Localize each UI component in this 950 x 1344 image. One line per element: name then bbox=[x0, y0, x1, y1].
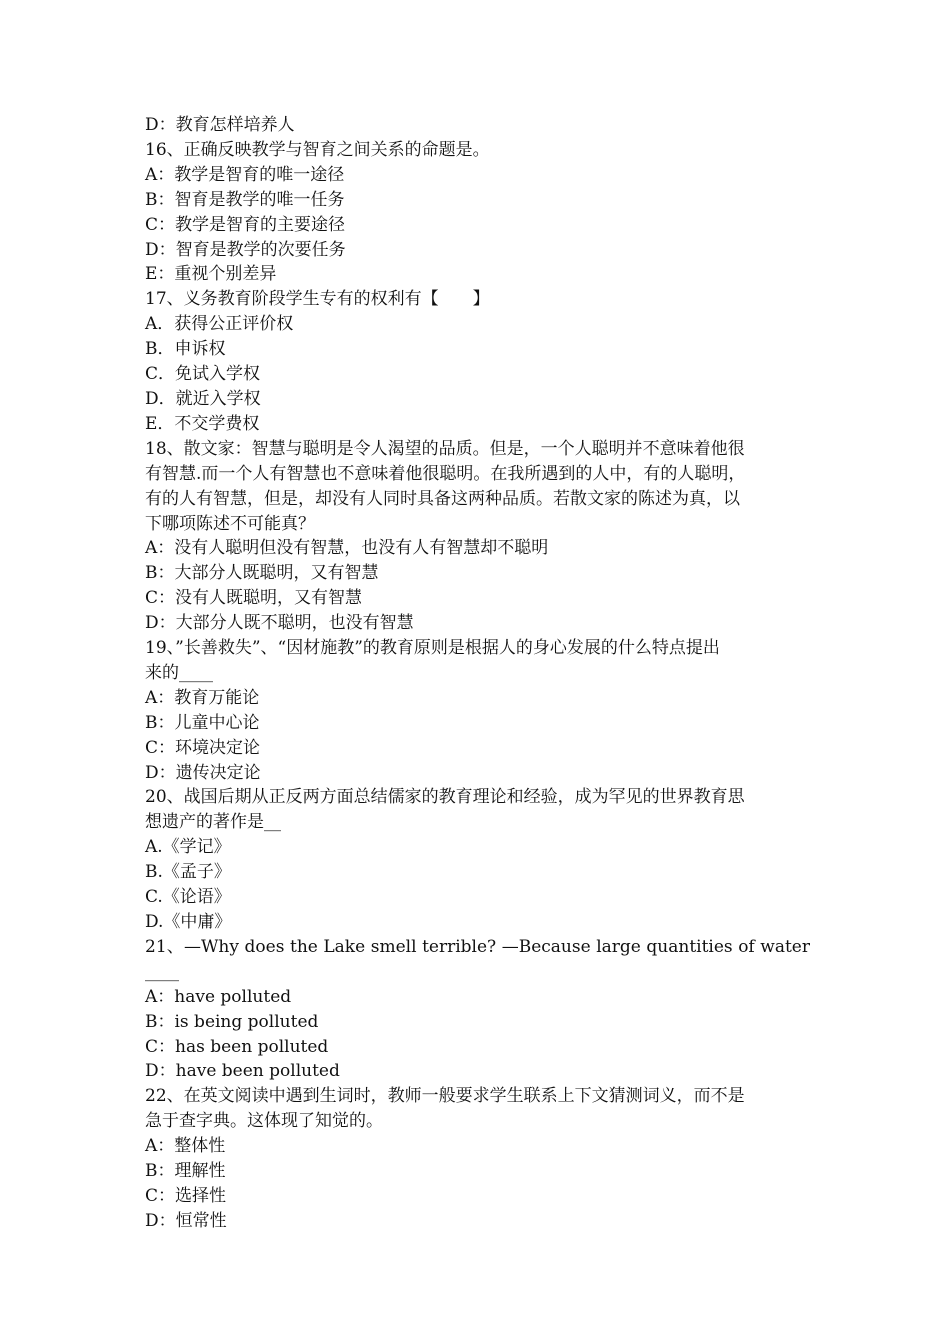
question-line: 想遗产的著作是__ bbox=[145, 812, 281, 833]
option-line: A：have polluted bbox=[145, 986, 292, 1007]
option-line: B：智育是教学的唯一任务 bbox=[145, 189, 345, 210]
option-line: C.《论语》 bbox=[145, 887, 231, 908]
question-line: 急于查字典。这体现了知觉的。 bbox=[145, 1111, 383, 1132]
question-line: 下哪项陈述不可能真？ bbox=[145, 513, 315, 534]
option-line: D：智育是教学的次要任务 bbox=[145, 239, 346, 260]
option-line: C．免试入学权 bbox=[145, 364, 261, 385]
question-line: 来的____ bbox=[145, 662, 213, 683]
question-line: 17、义务教育阶段学生专有的权利有【 】 bbox=[145, 289, 490, 310]
option-line: B．申诉权 bbox=[145, 339, 226, 360]
option-line: B.《孟子》 bbox=[145, 862, 231, 883]
option-line: C：选择性 bbox=[145, 1185, 227, 1206]
option-line: D.《中庸》 bbox=[145, 912, 232, 932]
question-line: 有智慧.而一个人有智慧也不意味着他很聪明。在我所遇到的人中，有的人聪明， bbox=[145, 463, 746, 484]
option-line: C：has been polluted bbox=[145, 1036, 329, 1057]
question-line: 18、散文家：智慧与聪明是令人渴望的品质。但是，一个人聪明并不意味着他很 bbox=[145, 438, 745, 459]
option-line: A：教学是智育的唯一途径 bbox=[145, 164, 345, 185]
option-line: B：理解性 bbox=[145, 1161, 226, 1182]
option-line: D：have been polluted bbox=[145, 1061, 340, 1082]
option-line: D：恒常性 bbox=[145, 1210, 227, 1231]
option-line: C：环境决定论 bbox=[145, 737, 261, 758]
document-page bbox=[145, 113, 810, 1234]
option-line: B：大部分人既聪明，又有智慧 bbox=[145, 563, 379, 584]
option-line: D．就近入学权 bbox=[145, 388, 261, 409]
question-line: 16、正确反映教学与智育之间关系的命题是。 bbox=[145, 139, 490, 160]
option-line: A：教育万能论 bbox=[145, 687, 260, 708]
option-line: D：遗传决定论 bbox=[145, 762, 261, 783]
option-line: D：教育怎样培养人 bbox=[145, 115, 295, 135]
option-line: B：儿童中心论 bbox=[145, 712, 260, 733]
option-line: A.《学记》 bbox=[145, 837, 231, 858]
option-line: E．不交学费权 bbox=[145, 413, 260, 434]
option-line: A：整体性 bbox=[145, 1136, 226, 1157]
option-line: C：教学是智育的主要途径 bbox=[145, 214, 346, 235]
question-line: 19、”长善救失”、“因材施教”的教育原则是根据人的身心发展的什么特点提出 bbox=[145, 638, 720, 659]
question-line: 22、在英文阅读中遇到生词时，教师一般要求学生联系上下文猜测词义，而不是 bbox=[145, 1086, 745, 1107]
question-line: 20、战国后期从正反两方面总结儒家的教育理论和经验，成为罕见的世界教育思 bbox=[145, 787, 745, 808]
option-line: E：重视个别差异 bbox=[145, 264, 277, 285]
option-line: A：没有人聪明但没有智慧，也没有人有智慧却不聪明 bbox=[145, 538, 549, 559]
option-line: C：没有人既聪明，又有智慧 bbox=[145, 588, 363, 609]
question-line: 21、—Why does the Lake smell terrible? —Because large quantities of water____ bbox=[145, 936, 810, 982]
question-line: 有的人有智慧，但是，却没有人同时具备这两种品质。若散文家的陈述为真，以 bbox=[145, 488, 740, 509]
option-line: A．获得公正评价权 bbox=[145, 314, 294, 335]
option-line: D：大部分人既不聪明，也没有智慧 bbox=[145, 613, 414, 634]
option-line: B：is being polluted bbox=[145, 1011, 319, 1032]
